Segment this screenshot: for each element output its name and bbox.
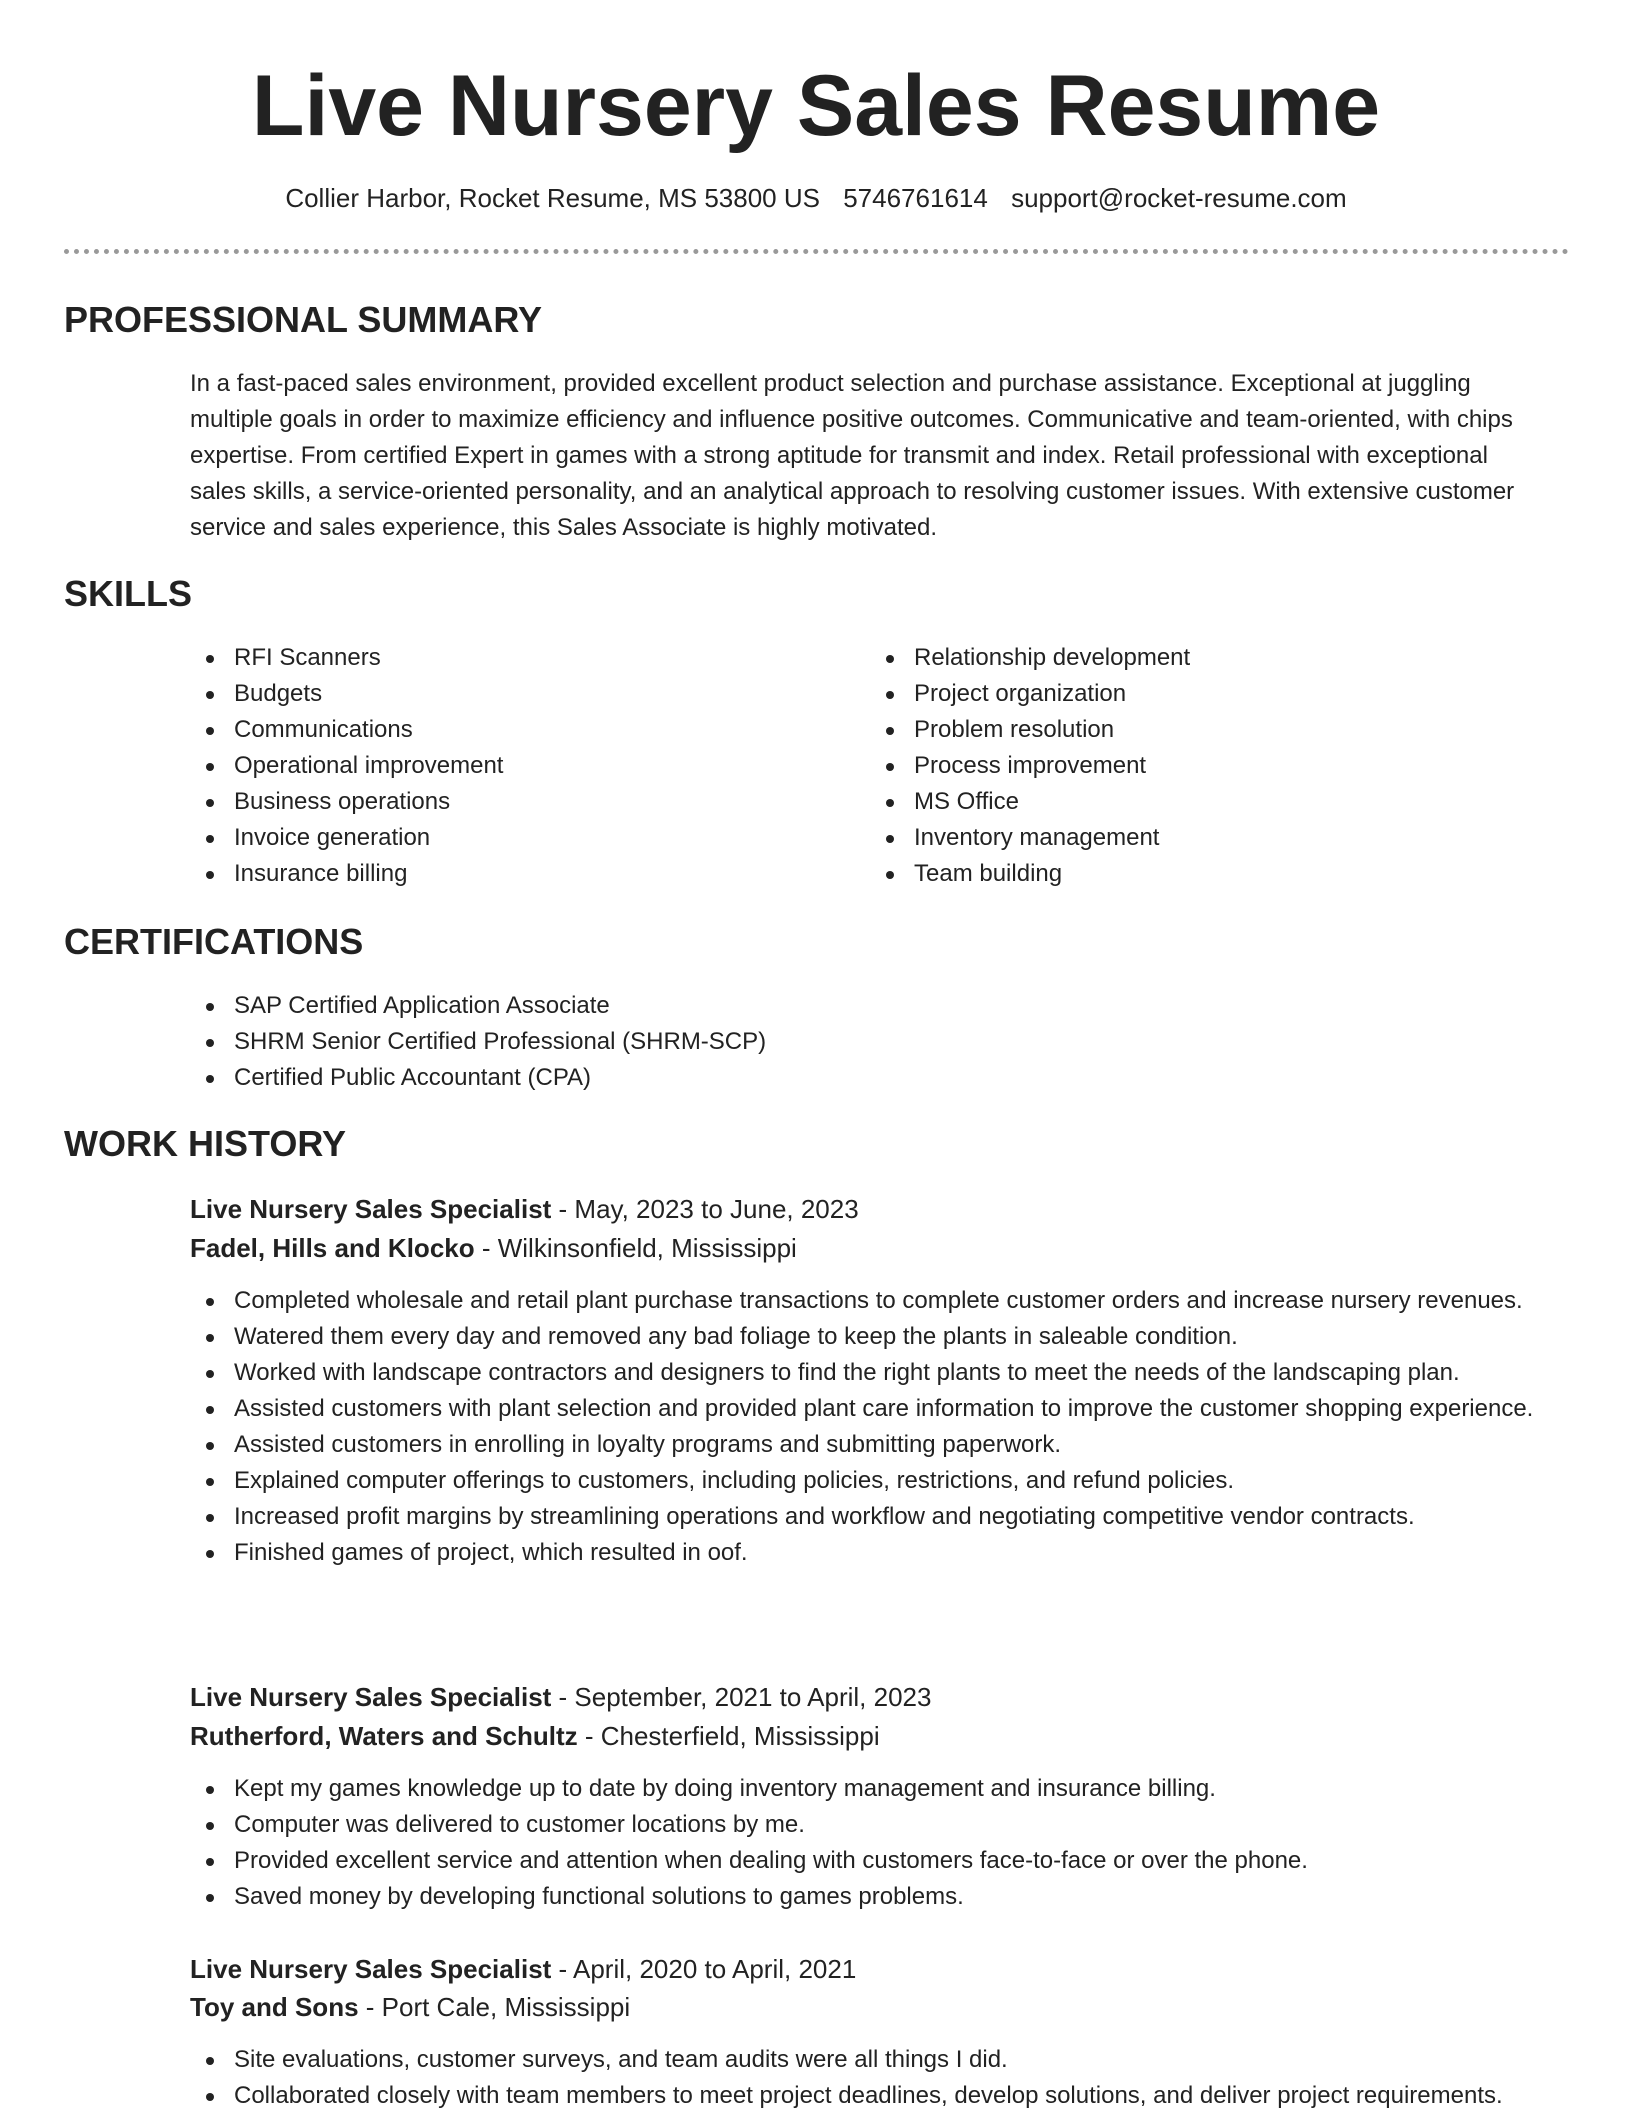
list-item: Relationship development bbox=[870, 640, 1510, 676]
section-heading-work-history: WORK HISTORY bbox=[64, 1123, 347, 1164]
job-location: - Port Cale, Mississippi bbox=[358, 1992, 631, 2022]
list-item: Kept my games knowledge up to date by doing inventory management and insurance billing. bbox=[190, 1771, 1550, 1807]
list-item: Problem resolution bbox=[870, 712, 1510, 748]
job-company: Fadel, Hills and Klocko bbox=[190, 1233, 475, 1263]
list-item: Completed wholesale and retail plant purchase transactions to complete customer orders and increase nursery revenues. bbox=[190, 1283, 1550, 1319]
list-item: Budgets bbox=[190, 676, 830, 712]
job-title: Live Nursery Sales Specialist bbox=[190, 1954, 552, 1984]
list-item: Assisted customers in enrolling in loyalty programs and submitting paperwork. bbox=[190, 1427, 1550, 1463]
list-item: Team building bbox=[870, 856, 1510, 892]
list-item: Provided excellent service and attention when dealing with customers face-to-face or over the phone. bbox=[190, 1843, 1550, 1879]
list-item: SAP Certified Application Associate bbox=[190, 988, 1550, 1024]
resume-title: Live Nursery Sales Resume bbox=[251, 58, 1381, 154]
job-title-line bbox=[190, 1190, 859, 1228]
skills-list-left bbox=[190, 640, 830, 892]
job-bullets bbox=[190, 1283, 1550, 1571]
job-location: - Wilkinsonfield, Mississippi bbox=[474, 1233, 797, 1263]
list-item: Saved money by developing functional solutions to games problems. bbox=[190, 1879, 1550, 1915]
list-item: Process improvement bbox=[870, 748, 1510, 784]
list-item: Invoice generation bbox=[190, 820, 830, 856]
list-item: Business operations bbox=[190, 784, 830, 820]
contact-email: support@rocket-resume.com bbox=[1011, 183, 1347, 213]
list-item: Worked with landscape contractors and designers to find the right plants to meet the needs of the landscaping plan. bbox=[190, 1355, 1550, 1391]
job-bullets bbox=[190, 2042, 1610, 2112]
list-item: Communications bbox=[190, 712, 830, 748]
summary-text: In a fast-paced sales environment, provided excellent product selection and purchase assistance. Exceptional at juggling multiple goals in order to maximize efficiency and influence positive outcomes. Communicative and team-oriented, with chips expertise. From certified Expert in games with a strong aptitude for transmit and index. Retail professional with exceptional sales skills, a service-oriented personality, and an analytical approach to resolving customer issues. With extensive customer service and sales experience, this Sales Associate is highly motivated. bbox=[190, 370, 1515, 541]
job-company: Toy and Sons bbox=[190, 1992, 359, 2022]
list-item: Certified Public Accountant (CPA) bbox=[190, 1060, 1550, 1096]
list-item: RFI Scanners bbox=[190, 640, 830, 676]
list-item: Explained computer offerings to customers, including policies, restrictions, and refund policies. bbox=[190, 1463, 1550, 1499]
list-item: Computer was delivered to customer locations by me. bbox=[190, 1807, 1550, 1843]
section-heading-skills: SKILLS bbox=[64, 573, 193, 614]
list-item: Inventory management bbox=[870, 820, 1510, 856]
list-item: Finished games of project, which resulted in oof. bbox=[190, 1535, 1550, 1571]
job-dates: - May, 2023 to June, 2023 bbox=[551, 1194, 859, 1224]
list-item: Collaborated closely with team members to meet project deadlines, develop solutions, and deliver project requirements. bbox=[190, 2078, 1610, 2112]
list-item: Watered them every day and removed any bad foliage to keep the plants in saleable condition. bbox=[190, 1319, 1550, 1355]
section-heading-summary: PROFESSIONAL SUMMARY bbox=[64, 299, 543, 340]
list-item: Site evaluations, customer surveys, and team audits were all things I did. bbox=[190, 2042, 1610, 2078]
job-title: Live Nursery Sales Specialist bbox=[190, 1194, 552, 1224]
contact-address: Collier Harbor, Rocket Resume, MS 53800 US bbox=[285, 183, 820, 213]
job-title-line bbox=[190, 1678, 931, 1716]
contact-phone: 5746761614 bbox=[843, 183, 988, 213]
list-item: Increased profit margins by streamlining operations and workflow and negotiating competitive vendor contracts. bbox=[190, 1499, 1550, 1535]
certifications-list bbox=[190, 988, 1550, 1096]
list-item: Operational improvement bbox=[190, 748, 830, 784]
job-dates: - April, 2020 to April, 2021 bbox=[551, 1954, 857, 1984]
contact-line bbox=[0, 180, 1632, 216]
list-item: SHRM Senior Certified Professional (SHRM-SCP) bbox=[190, 1024, 1550, 1060]
job-company: Rutherford, Waters and Schultz bbox=[190, 1721, 578, 1751]
section-heading-certifications: CERTIFICATIONS bbox=[64, 921, 364, 962]
job-company-line bbox=[190, 1229, 797, 1267]
list-item: Assisted customers with plant selection and provided plant care information to improve the customer shopping experience. bbox=[190, 1391, 1550, 1427]
list-item: Project organization bbox=[870, 676, 1510, 712]
job-dates: - September, 2021 to April, 2023 bbox=[551, 1682, 932, 1712]
job-company-line bbox=[190, 1988, 630, 2026]
job-company-line bbox=[190, 1717, 880, 1755]
job-title-line bbox=[190, 1950, 856, 1988]
job-title: Live Nursery Sales Specialist bbox=[190, 1682, 552, 1712]
skills-list-right bbox=[870, 640, 1510, 892]
list-item: Insurance billing bbox=[190, 856, 830, 892]
job-bullets bbox=[190, 1771, 1550, 1915]
job-location: - Chesterfield, Mississippi bbox=[577, 1721, 880, 1751]
header-divider bbox=[64, 249, 1569, 254]
list-item: MS Office bbox=[870, 784, 1510, 820]
